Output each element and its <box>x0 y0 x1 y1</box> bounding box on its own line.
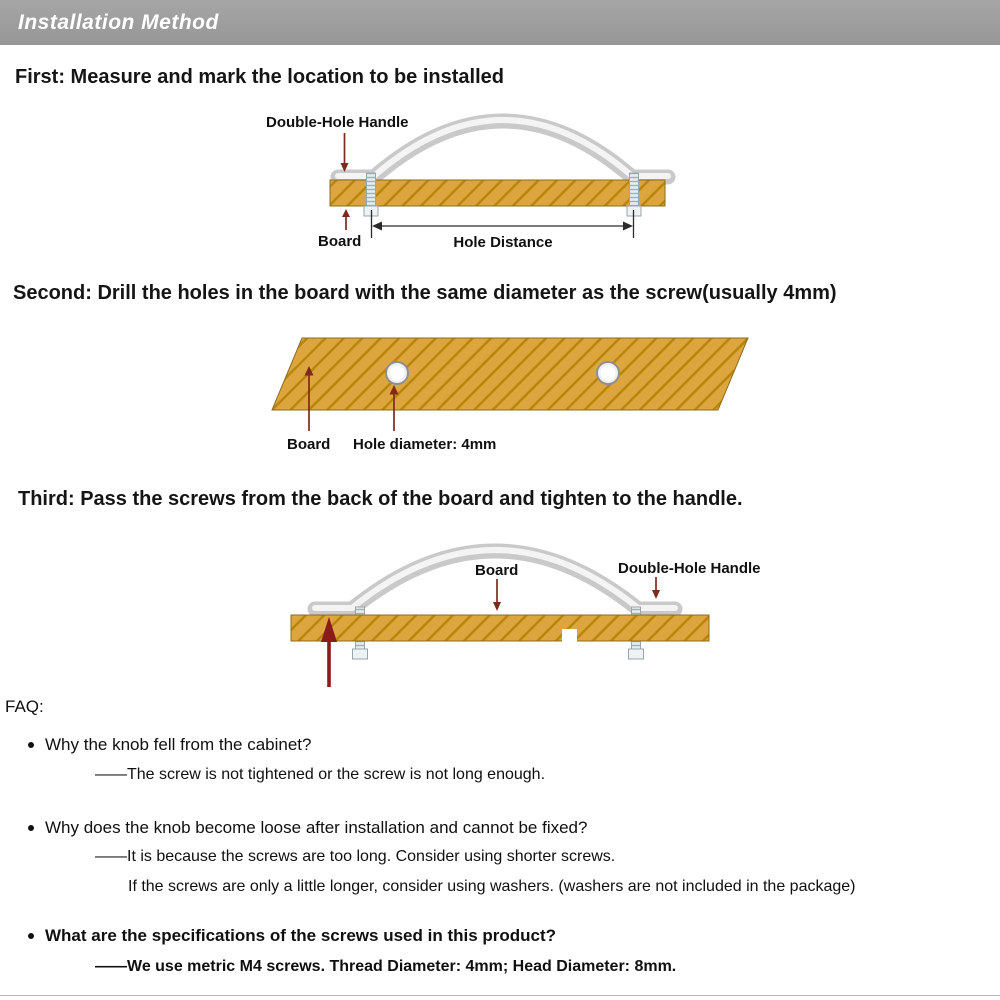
faq-title: FAQ: <box>5 697 44 716</box>
step3-heading: Third: Pass the screws from the back of the board and tighten to the handle. <box>18 488 743 510</box>
diagram-step2 <box>0 320 1000 465</box>
page-title: Installation Method <box>18 10 219 34</box>
board-shape <box>272 338 748 410</box>
diagram-step3 <box>0 530 1000 700</box>
diagram2-hole-diameter-label: Hole diameter: 4mm <box>353 436 497 453</box>
diagram-step1 <box>0 100 1000 260</box>
board-callout-arrow <box>342 209 350 230</box>
diagram3-board-label: Board <box>475 562 519 579</box>
faq-question-2 <box>28 818 587 838</box>
step1-heading: First: Measure and mark the location to be installed <box>15 66 504 88</box>
faq-answer-2: ——It is because the screws are too long. Consider using shorter screws. <box>95 848 616 865</box>
board-shape <box>291 615 709 641</box>
drill-hole-left <box>386 362 408 384</box>
faq-question-2-text: Why does the knob become loose after installation and cannot be fixed? <box>45 818 588 837</box>
screw-right <box>627 173 641 216</box>
bullet-icon <box>28 825 34 831</box>
board-notch <box>562 629 577 642</box>
diagram3-handle-label: Double-Hole Handle <box>618 560 761 577</box>
faq-answer-1: ——The screw is not tightened or the screw is not long enough. <box>95 766 546 783</box>
diagram1-board-label: Board <box>318 233 362 250</box>
faq-question-1-text: Why the knob fell from the cabinet? <box>45 735 312 754</box>
handle-callout-arrow <box>652 577 660 599</box>
bottom-divider <box>0 995 1000 996</box>
faq-answer-2b: If the screws are only a little longer, consider using washers. (washers are not included in the package) <box>128 878 856 895</box>
faq-question-3 <box>28 926 556 946</box>
faq-question-1 <box>28 735 311 755</box>
screw-left <box>364 173 378 216</box>
handle-callout-arrow <box>341 133 349 172</box>
faq-question-3-text: What are the specifications of the screws used in this product? <box>45 926 557 945</box>
diagram1-hole-distance-label: Hole Distance <box>453 234 553 251</box>
bullet-icon <box>28 742 34 748</box>
header-bar <box>0 0 1000 45</box>
step2-heading: Second: Drill the holes in the board with the same diameter as the screw(usually 4mm) <box>13 282 837 304</box>
board-callout-arrow <box>493 579 501 611</box>
diagram1-handle-label: Double-Hole Handle <box>266 114 409 131</box>
faq-answer-3: ——We use metric M4 screws. Thread Diameter: 4mm; Head Diameter: 8mm. <box>95 958 677 975</box>
bullet-icon <box>28 933 34 939</box>
diagram2-board-label: Board <box>287 436 331 453</box>
board-shape <box>330 180 665 206</box>
drill-hole-right <box>597 362 619 384</box>
